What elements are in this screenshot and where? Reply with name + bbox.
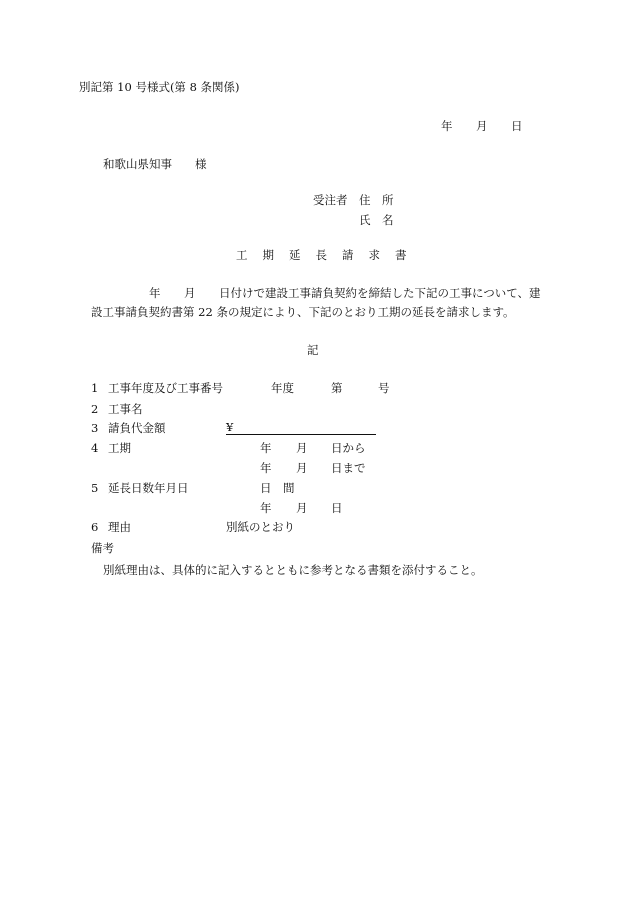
item-5-days: 日 間 xyxy=(260,481,295,495)
ki-heading: 記 xyxy=(307,343,319,357)
contractor-name-label: 氏 名 xyxy=(359,213,394,227)
contractor-label: 受注者 xyxy=(313,193,348,207)
remarks-text: 別紙理由は、具体的に記入するとともに参考となる書類を添付すること。 xyxy=(103,563,483,577)
contractor-address-label: 住 所 xyxy=(359,193,394,207)
item-4-from-year: 年 xyxy=(260,441,272,455)
item-1-num: 1 xyxy=(91,381,99,395)
item-5-year: 年 xyxy=(260,501,272,515)
title-char: 書 xyxy=(395,248,407,262)
item-1-label: 工事年度及び工事番号 xyxy=(108,381,223,395)
body-month: 月 xyxy=(184,286,196,300)
title-char: 求 xyxy=(368,248,380,262)
item-4-from-day: 日から xyxy=(331,441,366,455)
item-6-label: 理由 xyxy=(108,520,131,534)
date-month: 月 xyxy=(476,119,488,133)
document-title xyxy=(236,248,407,262)
addressee-name: 和歌山県知事 xyxy=(103,157,172,171)
title-char: 長 xyxy=(315,248,327,262)
date-day: 日 xyxy=(511,119,523,133)
yen-sign: ¥ xyxy=(226,420,234,434)
title-char: 延 xyxy=(289,248,301,262)
item-3-num: 3 xyxy=(91,421,99,435)
title-char: 請 xyxy=(342,248,354,262)
item-4-from-month: 月 xyxy=(296,441,308,455)
item-2-label: 工事名 xyxy=(108,402,143,416)
title-char: 期 xyxy=(262,248,274,262)
form-id: 別記第 10 号様式(第 8 条関係) xyxy=(79,80,240,94)
item-1-nendo: 年度 xyxy=(271,381,294,395)
item-3-label: 請負代金額 xyxy=(108,421,166,435)
body-line1: 日付けで建設工事請負契約を締結した下記の工事について、建 xyxy=(219,286,541,300)
item-6-value: 別紙のとおり xyxy=(226,520,295,534)
body-line2: 設工事請負契約書第 22 条の規定により、下記のとおり工期の延長を請求します。 xyxy=(91,305,515,319)
item-6-num: 6 xyxy=(91,520,99,534)
body-year: 年 xyxy=(149,286,161,300)
item-5-num: 5 xyxy=(91,481,99,495)
item-4-to-month: 月 xyxy=(296,461,308,475)
addressee-honorific: 様 xyxy=(195,157,207,171)
item-3-yen-field xyxy=(226,420,376,435)
date-year: 年 xyxy=(441,119,453,133)
item-5-month: 月 xyxy=(296,501,308,515)
item-2-num: 2 xyxy=(91,402,99,416)
item-5-label: 延長日数年月日 xyxy=(108,481,189,495)
item-4-label: 工期 xyxy=(108,441,131,455)
title-char: 工 xyxy=(236,248,248,262)
item-4-to-day: 日まで xyxy=(331,461,366,475)
item-4-num: 4 xyxy=(91,441,99,455)
item-1-go: 号 xyxy=(378,381,390,395)
item-5-day: 日 xyxy=(331,501,343,515)
item-1-dai: 第 xyxy=(331,381,343,395)
remarks-heading: 備考 xyxy=(91,541,114,555)
item-4-to-year: 年 xyxy=(260,461,272,475)
